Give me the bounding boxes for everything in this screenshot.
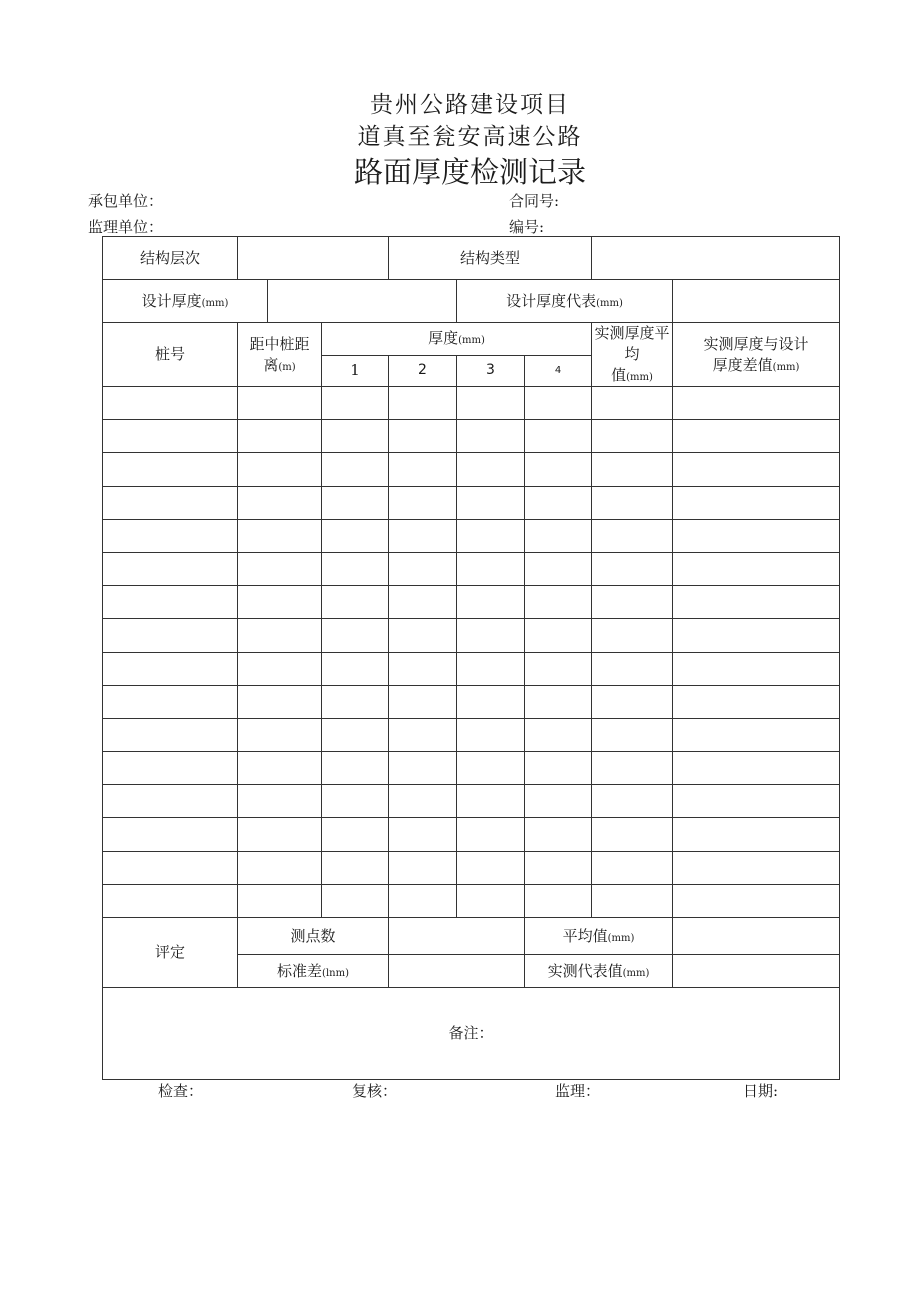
entry-cell[interactable] xyxy=(673,818,840,851)
points-value[interactable] xyxy=(389,918,525,955)
entry-cell[interactable] xyxy=(457,652,525,685)
entry-cell[interactable] xyxy=(238,818,322,851)
measured-rep-value[interactable] xyxy=(673,955,840,988)
entry-cell[interactable] xyxy=(592,752,673,785)
entry-cell[interactable] xyxy=(525,552,592,585)
entry-cell[interactable] xyxy=(322,718,389,751)
entry-cell[interactable] xyxy=(673,652,840,685)
entry-cell[interactable] xyxy=(457,552,525,585)
thickness-col-3: 3 xyxy=(457,355,525,386)
entry-cell[interactable] xyxy=(592,818,673,851)
entry-cell[interactable] xyxy=(673,519,840,552)
entry-cell[interactable] xyxy=(592,685,673,718)
entry-cell[interactable] xyxy=(103,818,238,851)
entry-cell[interactable] xyxy=(592,586,673,619)
check-label: 检查： xyxy=(158,1082,204,1100)
entry-cell[interactable] xyxy=(457,619,525,652)
entry-cell[interactable] xyxy=(389,619,457,652)
form-title: 路面厚度检测记录 xyxy=(353,155,586,189)
entry-cell[interactable] xyxy=(457,884,525,917)
entry-cell[interactable] xyxy=(525,420,592,453)
entry-cell[interactable] xyxy=(389,420,457,453)
entry-cell[interactable] xyxy=(592,519,673,552)
entry-cell[interactable] xyxy=(322,619,389,652)
entry-cell[interactable] xyxy=(673,785,840,818)
remarks-row xyxy=(103,988,840,1080)
entry-cell[interactable] xyxy=(103,851,238,884)
entry-cell[interactable] xyxy=(389,486,457,519)
design-thickness-label: 设计厚度(mm) xyxy=(103,280,268,323)
entry-cell[interactable] xyxy=(389,851,457,884)
structure-type-label: 结构类型 xyxy=(389,237,592,280)
date-label: 日期: xyxy=(743,1082,779,1100)
table-row xyxy=(103,752,840,785)
table-row xyxy=(103,851,840,884)
entry-cell[interactable] xyxy=(457,586,525,619)
entry-cell[interactable] xyxy=(592,652,673,685)
entry-cell[interactable] xyxy=(322,884,389,917)
entry-cell[interactable] xyxy=(592,851,673,884)
table-row xyxy=(103,818,840,851)
contract-no-label: 合同号: xyxy=(509,192,560,210)
entry-cell[interactable] xyxy=(322,586,389,619)
entry-cell[interactable] xyxy=(389,818,457,851)
entry-cell[interactable] xyxy=(322,652,389,685)
entry-cell[interactable] xyxy=(322,453,389,486)
entry-cell[interactable] xyxy=(457,453,525,486)
entry-cell[interactable] xyxy=(103,619,238,652)
entry-cell[interactable] xyxy=(525,818,592,851)
entry-cell[interactable] xyxy=(103,752,238,785)
review-label: 复核： xyxy=(352,1082,398,1100)
table-row xyxy=(103,420,840,453)
entry-cell[interactable] xyxy=(322,387,389,420)
thickness-col-1: 1 xyxy=(322,355,389,386)
thickness-col-4: 4 xyxy=(525,355,592,386)
entry-cell[interactable] xyxy=(457,519,525,552)
entry-cell[interactable] xyxy=(592,619,673,652)
entry-cell[interactable] xyxy=(238,619,322,652)
design-thickness-row xyxy=(103,280,840,323)
entry-cell[interactable] xyxy=(457,420,525,453)
entry-cell[interactable] xyxy=(238,685,322,718)
entry-cell[interactable] xyxy=(238,420,322,453)
avg-measured-header: 实测厚度平均 值(mm) xyxy=(592,323,673,387)
entry-cell[interactable] xyxy=(457,785,525,818)
table-row xyxy=(103,519,840,552)
entry-cell[interactable] xyxy=(238,718,322,751)
entry-cell[interactable] xyxy=(525,718,592,751)
project-line1: 贵州公路建设项目 xyxy=(370,92,570,118)
entry-cell[interactable] xyxy=(457,387,525,420)
entry-cell[interactable] xyxy=(525,851,592,884)
thickness-record-table xyxy=(102,236,840,1080)
entry-cell[interactable] xyxy=(673,718,840,751)
entry-cell[interactable] xyxy=(592,420,673,453)
entry-cell[interactable] xyxy=(238,884,322,917)
evaluation-row-1 xyxy=(103,918,840,955)
entry-cell[interactable] xyxy=(592,453,673,486)
entry-cell[interactable] xyxy=(673,752,840,785)
entry-cell[interactable] xyxy=(673,387,840,420)
entry-cell[interactable] xyxy=(238,752,322,785)
points-label: 测点数 xyxy=(238,918,389,955)
table-row xyxy=(103,785,840,818)
entry-cell[interactable] xyxy=(457,486,525,519)
entry-cell[interactable] xyxy=(525,652,592,685)
entry-cell[interactable] xyxy=(322,685,389,718)
entry-cell[interactable] xyxy=(525,586,592,619)
entry-cell[interactable] xyxy=(238,552,322,585)
table-row xyxy=(103,552,840,585)
entry-cell[interactable] xyxy=(525,884,592,917)
entry-cell[interactable] xyxy=(525,619,592,652)
entry-cell[interactable] xyxy=(457,752,525,785)
entry-cell[interactable] xyxy=(525,685,592,718)
remarks-cell[interactable]: 备注： xyxy=(103,988,840,1080)
entry-cell[interactable] xyxy=(525,752,592,785)
entry-cell[interactable] xyxy=(525,387,592,420)
std-dev-value[interactable] xyxy=(389,955,525,988)
structure-row xyxy=(103,237,840,280)
entry-cell[interactable] xyxy=(103,586,238,619)
entry-cell[interactable] xyxy=(103,884,238,917)
table-row xyxy=(103,619,840,652)
entry-cell[interactable] xyxy=(592,552,673,585)
entry-cell[interactable] xyxy=(525,519,592,552)
entry-cell[interactable] xyxy=(322,486,389,519)
entry-cell[interactable] xyxy=(322,420,389,453)
distance-header: 距中桩距 离(m) xyxy=(238,323,322,387)
design-thickness-rep-value[interactable] xyxy=(673,280,840,323)
entry-cell[interactable] xyxy=(389,586,457,619)
diff-header: 实测厚度与设计 厚度差值(mm) xyxy=(673,323,840,387)
entry-cell[interactable] xyxy=(389,685,457,718)
entry-cell[interactable] xyxy=(238,652,322,685)
entry-cell[interactable] xyxy=(389,652,457,685)
entry-cell[interactable] xyxy=(103,420,238,453)
entry-cell[interactable] xyxy=(389,752,457,785)
entry-cell[interactable] xyxy=(673,552,840,585)
thickness-col-2: 2 xyxy=(389,355,457,386)
entry-cell[interactable] xyxy=(389,884,457,917)
entry-cell[interactable] xyxy=(238,387,322,420)
table-row xyxy=(103,586,840,619)
std-dev-label: 标准差(lnm) xyxy=(238,955,389,988)
supervision-label: 监理： xyxy=(555,1082,601,1100)
entry-cell[interactable] xyxy=(673,884,840,917)
entry-cell[interactable] xyxy=(592,884,673,917)
entry-cell[interactable] xyxy=(322,752,389,785)
evaluation-label: 评定 xyxy=(103,918,238,988)
serial-no-label: 编号: xyxy=(509,218,545,236)
entry-cell[interactable] xyxy=(525,785,592,818)
entry-cell[interactable] xyxy=(389,552,457,585)
entry-cell[interactable] xyxy=(673,453,840,486)
entry-cell[interactable] xyxy=(322,785,389,818)
structure-layer-value[interactable] xyxy=(238,237,389,280)
entry-cell[interactable] xyxy=(238,851,322,884)
column-header-row-1 xyxy=(103,323,840,356)
entry-cell[interactable] xyxy=(103,453,238,486)
table-row xyxy=(103,652,840,685)
entry-cell[interactable] xyxy=(103,718,238,751)
table-row xyxy=(103,387,840,420)
entry-cell[interactable] xyxy=(592,718,673,751)
entry-cell[interactable] xyxy=(322,552,389,585)
entry-cell[interactable] xyxy=(457,818,525,851)
entry-cell[interactable] xyxy=(457,718,525,751)
entry-cell[interactable] xyxy=(103,552,238,585)
entry-cell[interactable] xyxy=(389,718,457,751)
entry-cell[interactable] xyxy=(525,453,592,486)
structure-type-value[interactable] xyxy=(592,237,840,280)
structure-layer-label: 结构层次 xyxy=(103,237,238,280)
entry-cell[interactable] xyxy=(322,519,389,552)
entry-cell[interactable] xyxy=(389,785,457,818)
stake-no-header: 桩号 xyxy=(103,323,238,387)
table-row xyxy=(103,486,840,519)
design-thickness-value[interactable] xyxy=(268,280,457,323)
measured-rep-label: 实测代表值(mm) xyxy=(525,955,673,988)
table-row xyxy=(103,884,840,917)
supervisor-label: 监理单位： xyxy=(88,218,164,236)
entry-cell[interactable] xyxy=(592,486,673,519)
thickness-header: 厚度(mm) xyxy=(322,323,592,356)
entry-cell[interactable] xyxy=(389,387,457,420)
entry-cell[interactable] xyxy=(525,486,592,519)
entry-cell[interactable] xyxy=(322,818,389,851)
entry-cell[interactable] xyxy=(238,519,322,552)
entry-cell[interactable] xyxy=(238,785,322,818)
entry-cell[interactable] xyxy=(322,851,389,884)
table-row xyxy=(103,453,840,486)
table-row xyxy=(103,685,840,718)
entry-cell[interactable] xyxy=(103,685,238,718)
entry-cell[interactable] xyxy=(103,387,238,420)
entry-cell[interactable] xyxy=(673,619,840,652)
contractor-label: 承包单位： xyxy=(88,192,164,210)
entry-cell[interactable] xyxy=(457,685,525,718)
entry-cell[interactable] xyxy=(592,785,673,818)
entry-cell[interactable] xyxy=(389,519,457,552)
entry-cell[interactable] xyxy=(592,387,673,420)
entry-cell[interactable] xyxy=(238,486,322,519)
average-label: 平均值(mm) xyxy=(525,918,673,955)
entry-cell[interactable] xyxy=(103,785,238,818)
entry-cell[interactable] xyxy=(673,851,840,884)
entry-cell[interactable] xyxy=(673,685,840,718)
entry-cell[interactable] xyxy=(673,486,840,519)
entry-cell[interactable] xyxy=(673,586,840,619)
entry-cell[interactable] xyxy=(673,420,840,453)
entry-cell[interactable] xyxy=(103,652,238,685)
entry-cell[interactable] xyxy=(103,486,238,519)
entry-cell[interactable] xyxy=(238,586,322,619)
design-thickness-rep-label: 设计厚度代表(mm) xyxy=(457,280,673,323)
entry-cell[interactable] xyxy=(238,453,322,486)
entry-cell[interactable] xyxy=(103,519,238,552)
table-row xyxy=(103,718,840,751)
average-value[interactable] xyxy=(673,918,840,955)
entry-cell[interactable] xyxy=(389,453,457,486)
entry-cell[interactable] xyxy=(457,851,525,884)
project-line2: 道真至瓮安高速公路 xyxy=(357,124,583,150)
